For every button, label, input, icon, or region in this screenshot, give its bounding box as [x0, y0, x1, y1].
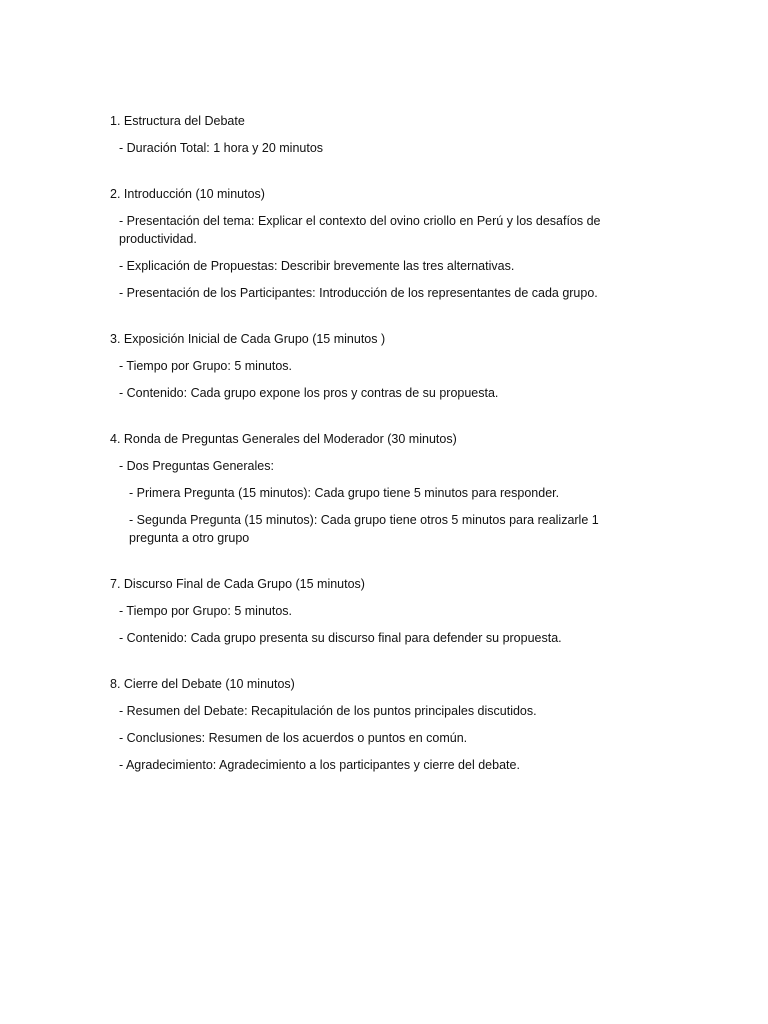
section-cierre: [110, 675, 630, 774]
list-item: - Contenido: Cada grupo expone los pros y contras de su propuesta.: [119, 386, 499, 400]
section-exposicion: [110, 330, 630, 402]
section-ronda-preguntas: [110, 430, 630, 547]
list-item: - Duración Total: 1 hora y 20 minutos: [119, 141, 324, 155]
list-item: - Dos Preguntas Generales:: [119, 459, 274, 473]
list-item: - Explicación de Propuestas: Describir brevemente las tres alternativas.: [119, 259, 515, 273]
document-content: [110, 112, 630, 802]
list-item: - Presentación de los Participantes: Introducción de los representantes de cada grupo.: [119, 286, 598, 300]
list-item: - Primera Pregunta (15 minutos): Cada grupo tiene 5 minutos para responder.: [129, 486, 560, 500]
list-item: - Conclusiones: Resumen de los acuerdos o puntos en común.: [119, 731, 468, 745]
list-item: - Tiempo por Grupo: 5 minutos.: [119, 359, 292, 373]
list-item: - Segunda Pregunta (15 minutos): Cada grupo tiene otros 5 minutos para realizarle 1 pregunta a otro grupo: [129, 513, 599, 545]
list-item: - Resumen del Debate: Recapitulación de los puntos principales discutidos.: [119, 704, 537, 718]
section-discurso-final: [110, 575, 630, 647]
section-introduccion: [110, 185, 630, 302]
list-item: - Presentación del tema: Explicar el contexto del ovino criollo en Perú y los desafíos de productividad.: [119, 214, 601, 246]
list-item: - Agradecimiento: Agradecimiento a los participantes y cierre del debate.: [119, 758, 520, 772]
section-heading: 7. Discurso Final de Cada Grupo (15 minutos): [110, 577, 365, 591]
section-estructura: [110, 112, 630, 157]
section-heading: 3. Exposición Inicial de Cada Grupo (15 minutos ): [110, 332, 386, 346]
section-heading: 1. Estructura del Debate: [110, 114, 245, 128]
list-item: - Contenido: Cada grupo presenta su discurso final para defender su propuesta.: [119, 631, 562, 645]
list-item: - Tiempo por Grupo: 5 minutos.: [119, 604, 292, 618]
section-heading: 4. Ronda de Preguntas Generales del Moderador (30 minutos): [110, 432, 457, 446]
section-heading: 8. Cierre del Debate (10 minutos): [110, 677, 295, 691]
section-heading: 2. Introducción (10 minutos): [110, 187, 265, 201]
